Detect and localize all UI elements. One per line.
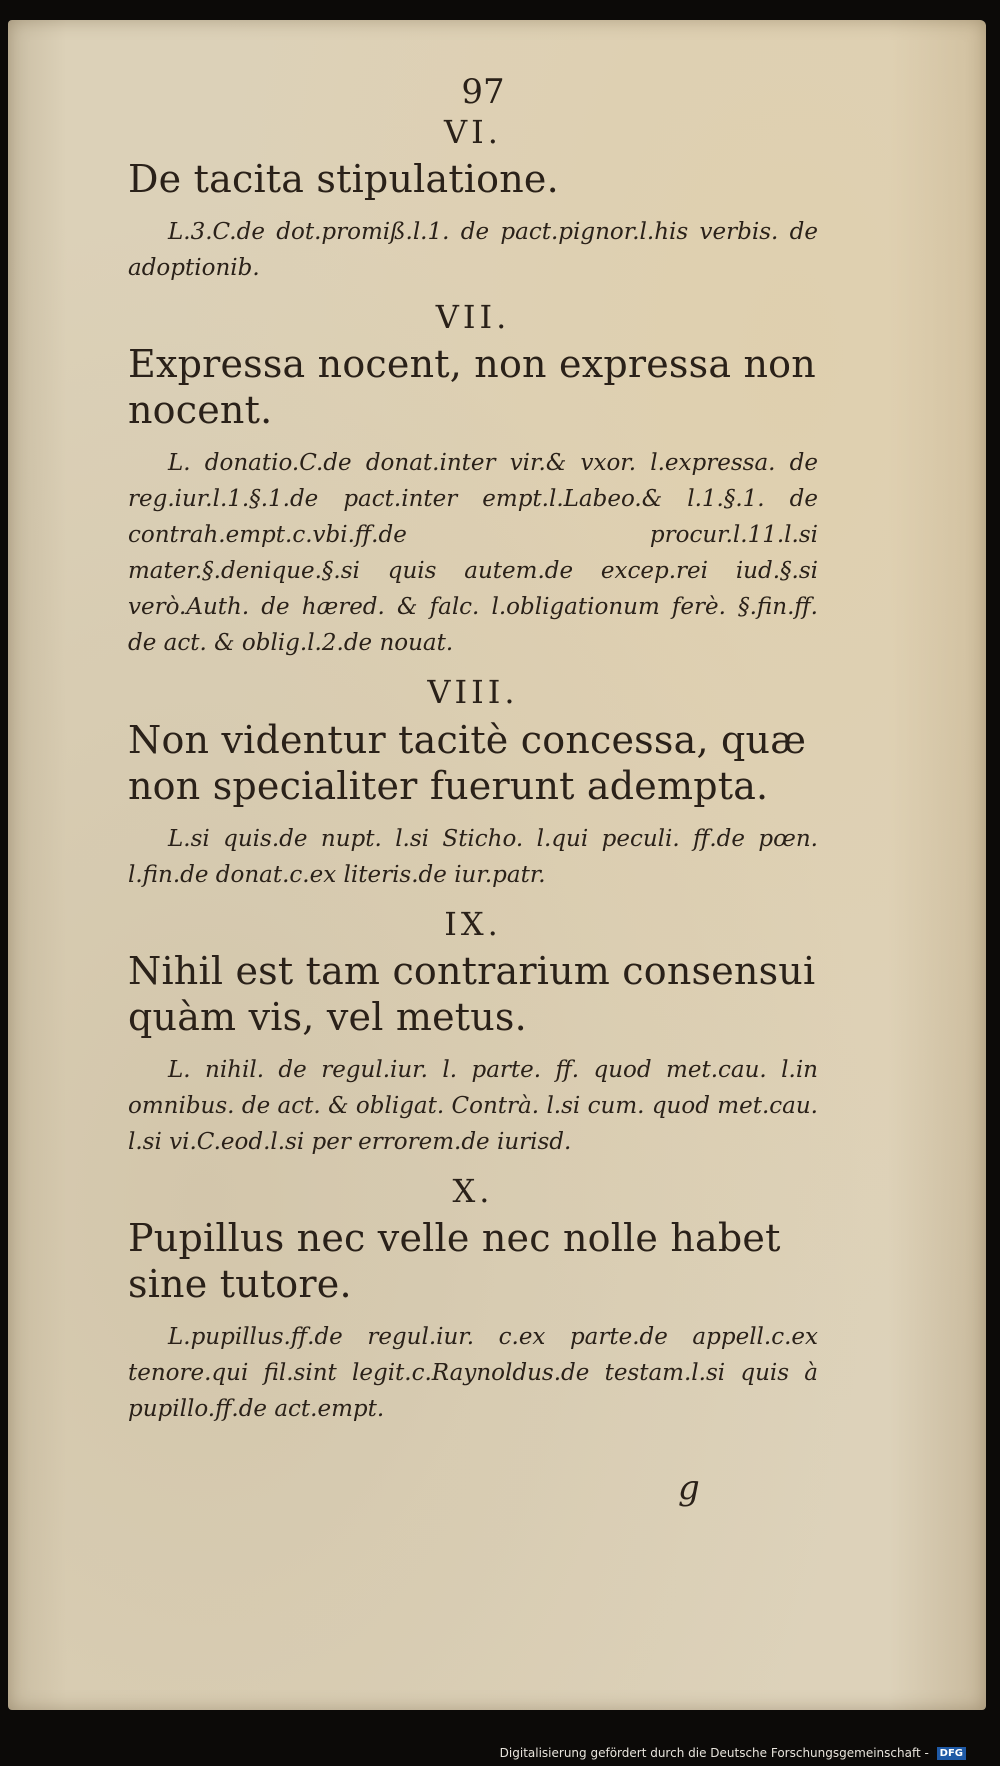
legal-citation: L.pupillus.ff.de regul.iur. c.ex parte.de appell.c.ex tenore.qui fil.sint legit.c.Raynoldus.de testam.l.si quis à pupillo.ff.de act.empt. [128, 1323, 818, 1422]
legal-citation: L. nihil. de regul.iur. l. parte. ff. quod met.cau. l.in omnibus. de act. & obligat. Contrà. l.si cum. quod met.cau. l.si vi.C.eod.l.si per errorem.de iurisd. [128, 1056, 818, 1155]
digitization-footer [500, 1746, 966, 1760]
maxim-text: Pupillus nec velle nec nolle habet sine tutore. [128, 1215, 781, 1306]
maxim-8 [128, 675, 818, 892]
maxim-10 [128, 1171, 818, 1427]
maxim-text: Expressa nocent, non expressa non nocent. [128, 342, 816, 433]
maxim-9 [128, 904, 818, 1160]
maxim-text: Non videntur tacitè concessa, quæ non specialiter fuerunt adempta. [128, 717, 807, 808]
section-numeral: X. [452, 1171, 494, 1210]
maxim-text: Nihil est tam contrarium consensui quàm vis, vel metus. [128, 948, 816, 1039]
maxim-6 [128, 115, 818, 286]
page-text-block [128, 72, 818, 1441]
page-number: 97 [461, 72, 505, 112]
section-numeral: VIII. [427, 673, 519, 712]
section-numeral: IX. [444, 904, 502, 943]
signature-mark: g [678, 1468, 700, 1508]
section-numeral: VI. [444, 113, 502, 151]
section-numeral: VII. [435, 298, 511, 337]
dfg-logo: DFG [937, 1747, 966, 1760]
legal-citation: L.3.C.de dot.promiß.l.1. de pact.pignor.l.his verbis. de adoptionib. [128, 219, 818, 282]
footer-text: Digitalisierung gefördert durch die Deutsche Forschungsgemeinschaft - [499, 1746, 929, 1760]
book-page [8, 20, 986, 1710]
legal-citation: L. donatio.C.de donat.inter vir.& vxor. l.expressa. de reg.iur.l.1.§.1.de pact.inter empt.l.Labeo.& l.1.§.1. de contrah.empt.c.vbi.ff.de procur.l.11.l.si mater.§.denique.§.si quis autem.de excep.rei iud.§.si verò.Auth. de hæred. & falc. l.obligationum ferè. §.fin.ff. de act. & oblig.l.2.de nouat. [128, 450, 818, 657]
maxim-text: De tacita stipulatione. [128, 157, 559, 202]
legal-citation: L.si quis.de nupt. l.si Sticho. l.qui peculi. ff.de pœn. l.fin.de donat.c.ex literis.de iur.patr. [128, 825, 818, 888]
maxim-7 [128, 300, 818, 661]
